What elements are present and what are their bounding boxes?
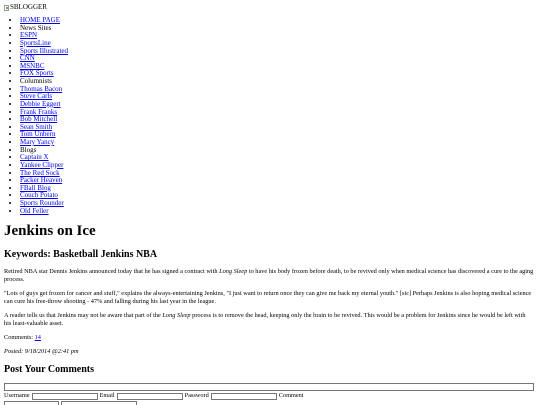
nav-link-the-red-sock[interactable]: The Red Sock (20, 168, 60, 177)
nav-link-sean-smith[interactable]: Sean Smith (20, 122, 53, 131)
logo-alt-text: SBLOGGER (10, 3, 47, 11)
nav-link-fox-sports[interactable]: FOX Sports (20, 69, 54, 78)
nav-link-sports-rounder[interactable]: Sports Rounder (20, 199, 64, 207)
nav-link-espn[interactable]: ESPN (20, 31, 38, 40)
nav-link-sports-illustrated[interactable]: Sports Illustrated (20, 46, 69, 55)
comments-count-line (4, 334, 41, 342)
nav-item-old-feller (20, 208, 68, 216)
nav-link-couch-potato[interactable]: Couch Potato (20, 191, 58, 200)
comment-label: Comment (278, 392, 304, 399)
post-paragraph-1: Retired NBA star Dennis Jenkins announced today that he has signed a contract with Long Sleep to have his body frozen before death, to be revived only when medical science has discovered a cure to the aging process. (4, 268, 534, 283)
site-logo (4, 3, 47, 12)
post-comments-heading: Post Your Comments (4, 364, 94, 375)
email-label: Email (99, 392, 115, 399)
password-label: Password (184, 392, 209, 399)
broken-image-icon (4, 5, 9, 11)
nav-link-fball-blog[interactable]: FBall Blog (20, 183, 51, 192)
comment-form-extra-row (4, 401, 137, 405)
nav-link-msnbc[interactable]: MSNBC (20, 61, 45, 70)
post-keywords: Keywords: Basketball Jenkins NBA (4, 249, 158, 260)
nav-link-steve-carls[interactable]: Steve Carls (20, 92, 53, 101)
nav-link-captain-x[interactable]: Captain X (20, 153, 49, 162)
nav-link-home-page[interactable]: HOME PAGE (20, 16, 60, 24)
extra-field-2[interactable] (61, 401, 137, 405)
nav-link-bob-mitchell[interactable]: Bob Mitchell (20, 115, 58, 124)
extra-field-1[interactable] (4, 401, 59, 405)
comments-count-link[interactable]: 14 (34, 334, 41, 341)
post-paragraph-3: A reader tells us that Jenkins may not be aware that part of the Long Sleep process is to remove the head, keeping only the brain to be revived. This would be a problem for Jenkins since he would be left with his least-valuable asset. (4, 312, 526, 327)
username-label: Username (4, 392, 30, 399)
nav-section-blogs: • Blogs (20, 147, 68, 155)
username-field[interactable] (32, 393, 98, 400)
posted-timestamp: Posted: 9/18/2014 @2:41 pm (4, 348, 79, 355)
nav-link-packer-heaven[interactable]: Packer Heaven (20, 176, 63, 185)
nav-link-yankee-clipper[interactable]: Yankee Clipper (20, 160, 64, 169)
comments-label: Comments: (4, 334, 35, 341)
post-paragraph-2: "Lots of guys get frozen for cancer and stuff," explains the always-entertaining Jenkins, "I just want to return once they can give me back my eternal youth." [sic] Perhaps Jenkins is also hoping medical science can cure his free-throw shooting - 47% and falling during his last year in the league. (4, 290, 532, 305)
comment-form-fields (4, 392, 304, 400)
sidebar-nav (11, 17, 68, 215)
email-field[interactable] (117, 393, 183, 400)
nav-link-tom-unbern[interactable]: Tom Unbern (20, 130, 56, 139)
nav-link-cnn[interactable]: CNN (20, 54, 35, 63)
nav-section-columnists: • Columnists (20, 78, 68, 86)
nav-link-thomas-bacon[interactable]: Thomas Bacon (20, 84, 63, 93)
nav-link-frank-franks[interactable]: Frank Franks (20, 107, 58, 116)
comment-textarea[interactable] (4, 383, 534, 391)
nav-link-old-feller[interactable]: Old Feller (20, 206, 49, 215)
nav-link-mary-yancy[interactable]: Mary Yancy (20, 138, 55, 146)
nav-link-debbie-eggert[interactable]: Debbie Eggert (20, 99, 61, 108)
nav-section-news-sites: • News Sites (20, 25, 68, 33)
nav-link-sportsline[interactable]: SportsLine (20, 38, 51, 47)
post-title: Jenkins on Ice (4, 223, 96, 239)
password-field[interactable] (211, 393, 277, 400)
